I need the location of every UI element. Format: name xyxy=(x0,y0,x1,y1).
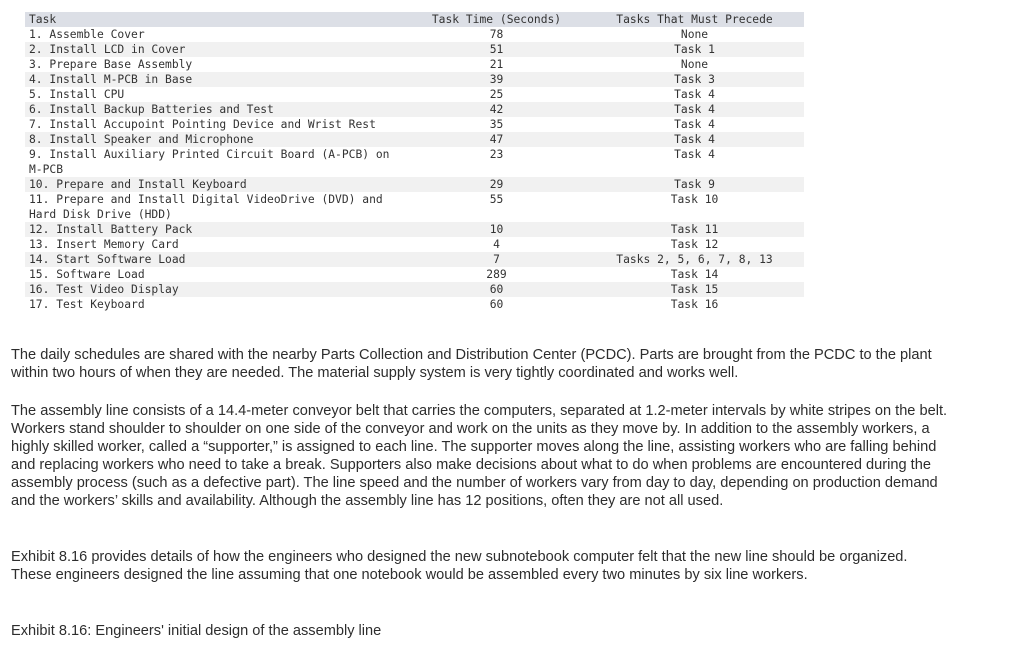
table-row xyxy=(25,267,804,282)
precede-cell: Task 3 xyxy=(674,73,715,86)
table-row xyxy=(25,177,804,192)
paragraph-pcdc: The daily schedules are shared with the nearby Parts Collection and Distribution Center (PCDC). Parts are brought from the PCDC to the plant within two hours of when they are needed. The material supply system is very tightly coordinated and works well. xyxy=(11,347,932,381)
precede-cell: Task 4 xyxy=(674,88,715,101)
table-row xyxy=(25,132,804,147)
precede-cell: Task 15 xyxy=(670,283,719,296)
task-time-cell: 55 xyxy=(489,193,504,206)
task-time-cell: 23 xyxy=(489,148,504,161)
task-time-cell: 21 xyxy=(489,58,504,71)
task-table xyxy=(25,12,804,312)
task-time-cell: 10 xyxy=(489,223,504,236)
table-row xyxy=(25,192,804,222)
task-name-cell: 16. Test Video Display xyxy=(29,283,179,296)
task-name-cell: 8. Install Speaker and Microphone xyxy=(29,133,254,146)
task-time-cell: 47 xyxy=(489,133,504,146)
task-name-cell: 2. Install LCD in Cover xyxy=(29,43,186,56)
header-task: Task xyxy=(25,12,408,27)
task-time-cell: 60 xyxy=(489,283,504,296)
task-time-cell: 29 xyxy=(489,178,504,191)
task-name-cell: 7. Install Accupoint Pointing Device and Wrist Rest xyxy=(29,118,376,131)
precede-cell: Task 1 xyxy=(674,43,715,56)
precede-cell: None xyxy=(680,58,709,71)
task-time-cell: 4 xyxy=(493,238,500,251)
table-row xyxy=(25,222,804,237)
precede-cell: Task 12 xyxy=(670,238,719,251)
task-time-cell: 60 xyxy=(489,298,504,311)
table-row xyxy=(25,102,804,117)
task-name-cell: 17. Test Keyboard xyxy=(29,298,145,311)
precede-cell: Task 14 xyxy=(670,268,719,281)
task-name-cell: 3. Prepare Base Assembly xyxy=(29,58,193,71)
table-row xyxy=(25,147,804,177)
precede-cell: Task 4 xyxy=(674,148,715,161)
precede-cell: Task 4 xyxy=(674,133,715,146)
table-row xyxy=(25,72,804,87)
task-time-cell: 39 xyxy=(489,73,504,86)
table-header-row xyxy=(25,12,804,27)
precede-cell: Task 11 xyxy=(670,223,719,236)
task-name-cell: 14. Start Software Load xyxy=(29,253,186,266)
header-precede: Tasks That Must Precede xyxy=(585,12,804,27)
table-row xyxy=(25,297,804,312)
task-name-cell: 5. Install CPU xyxy=(29,88,125,101)
task-time-cell: 289 xyxy=(486,268,507,281)
task-name-cell: 9. Install Auxiliary Printed Circuit Board (A-PCB) on M-PCB xyxy=(29,148,390,176)
header-task-time: Task Time (Seconds) xyxy=(408,12,585,27)
table-row xyxy=(25,42,804,57)
table-row xyxy=(25,252,804,267)
task-name-cell: 1. Assemble Cover xyxy=(29,28,145,41)
exhibit-caption: Exhibit 8.16: Engineers' initial design of the assembly line xyxy=(11,623,382,639)
task-name-cell: 4. Install M-PCB in Base xyxy=(29,73,193,86)
table-row xyxy=(25,237,804,252)
task-time-cell: 42 xyxy=(489,103,504,116)
table-row xyxy=(25,87,804,102)
paragraph-assembly-line: The assembly line consists of a 14.4-meter conveyor belt that carries the computers, separated at 1.2-meter intervals by white stripes on the belt. Workers stand shoulder to shoulder on one side of the conveyor and work on the units as they move by. In addition to the assembly workers, a highly skilled worker, called a “supporter,” is assigned to each line. The supporter moves along the line, assisting workers who are falling behind and replacing workers who need to take a break. Supporters also make decisions about what to do when problems are encountered during the assembly process (such as a defective part). The line speed and the number of workers vary from day to day, depending on production demand and the workers’ skills and availability. Although the assembly line has 12 positions, often they are not all used. xyxy=(11,403,948,509)
task-time-cell: 35 xyxy=(489,118,504,131)
table-row xyxy=(25,27,804,42)
task-time-cell: 7 xyxy=(493,253,500,266)
precede-cell: Task 16 xyxy=(670,298,719,311)
task-name-cell: 11. Prepare and Install Digital VideoDrive (DVD) and Hard Disk Drive (HDD) xyxy=(29,193,383,221)
precede-cell: Tasks 2, 5, 6, 7, 8, 13 xyxy=(616,253,773,266)
table-row xyxy=(25,117,804,132)
paragraph-exhibit-details: Exhibit 8.16 provides details of how the engineers who designed the new subnotebook computer felt that the new line should be organized. These engineers designed the line assuming that one notebook would be assembled every two minutes by six line workers. xyxy=(11,549,908,583)
precede-cell: None xyxy=(680,28,709,41)
precede-cell: Task 10 xyxy=(670,193,719,206)
precede-cell: Task 4 xyxy=(674,103,715,116)
task-name-cell: 13. Insert Memory Card xyxy=(29,238,179,251)
task-name-cell: 6. Install Backup Batteries and Test xyxy=(29,103,274,116)
task-name-cell: 12. Install Battery Pack xyxy=(29,223,193,236)
precede-cell: Task 9 xyxy=(674,178,715,191)
table-row xyxy=(25,282,804,297)
task-name-cell: 15. Software Load xyxy=(29,268,145,281)
task-time-cell: 51 xyxy=(489,43,504,56)
task-name-cell: 10. Prepare and Install Keyboard xyxy=(29,178,247,191)
task-time-cell: 25 xyxy=(489,88,504,101)
task-time-cell: 78 xyxy=(489,28,504,41)
table-row xyxy=(25,57,804,72)
precede-cell: Task 4 xyxy=(674,118,715,131)
